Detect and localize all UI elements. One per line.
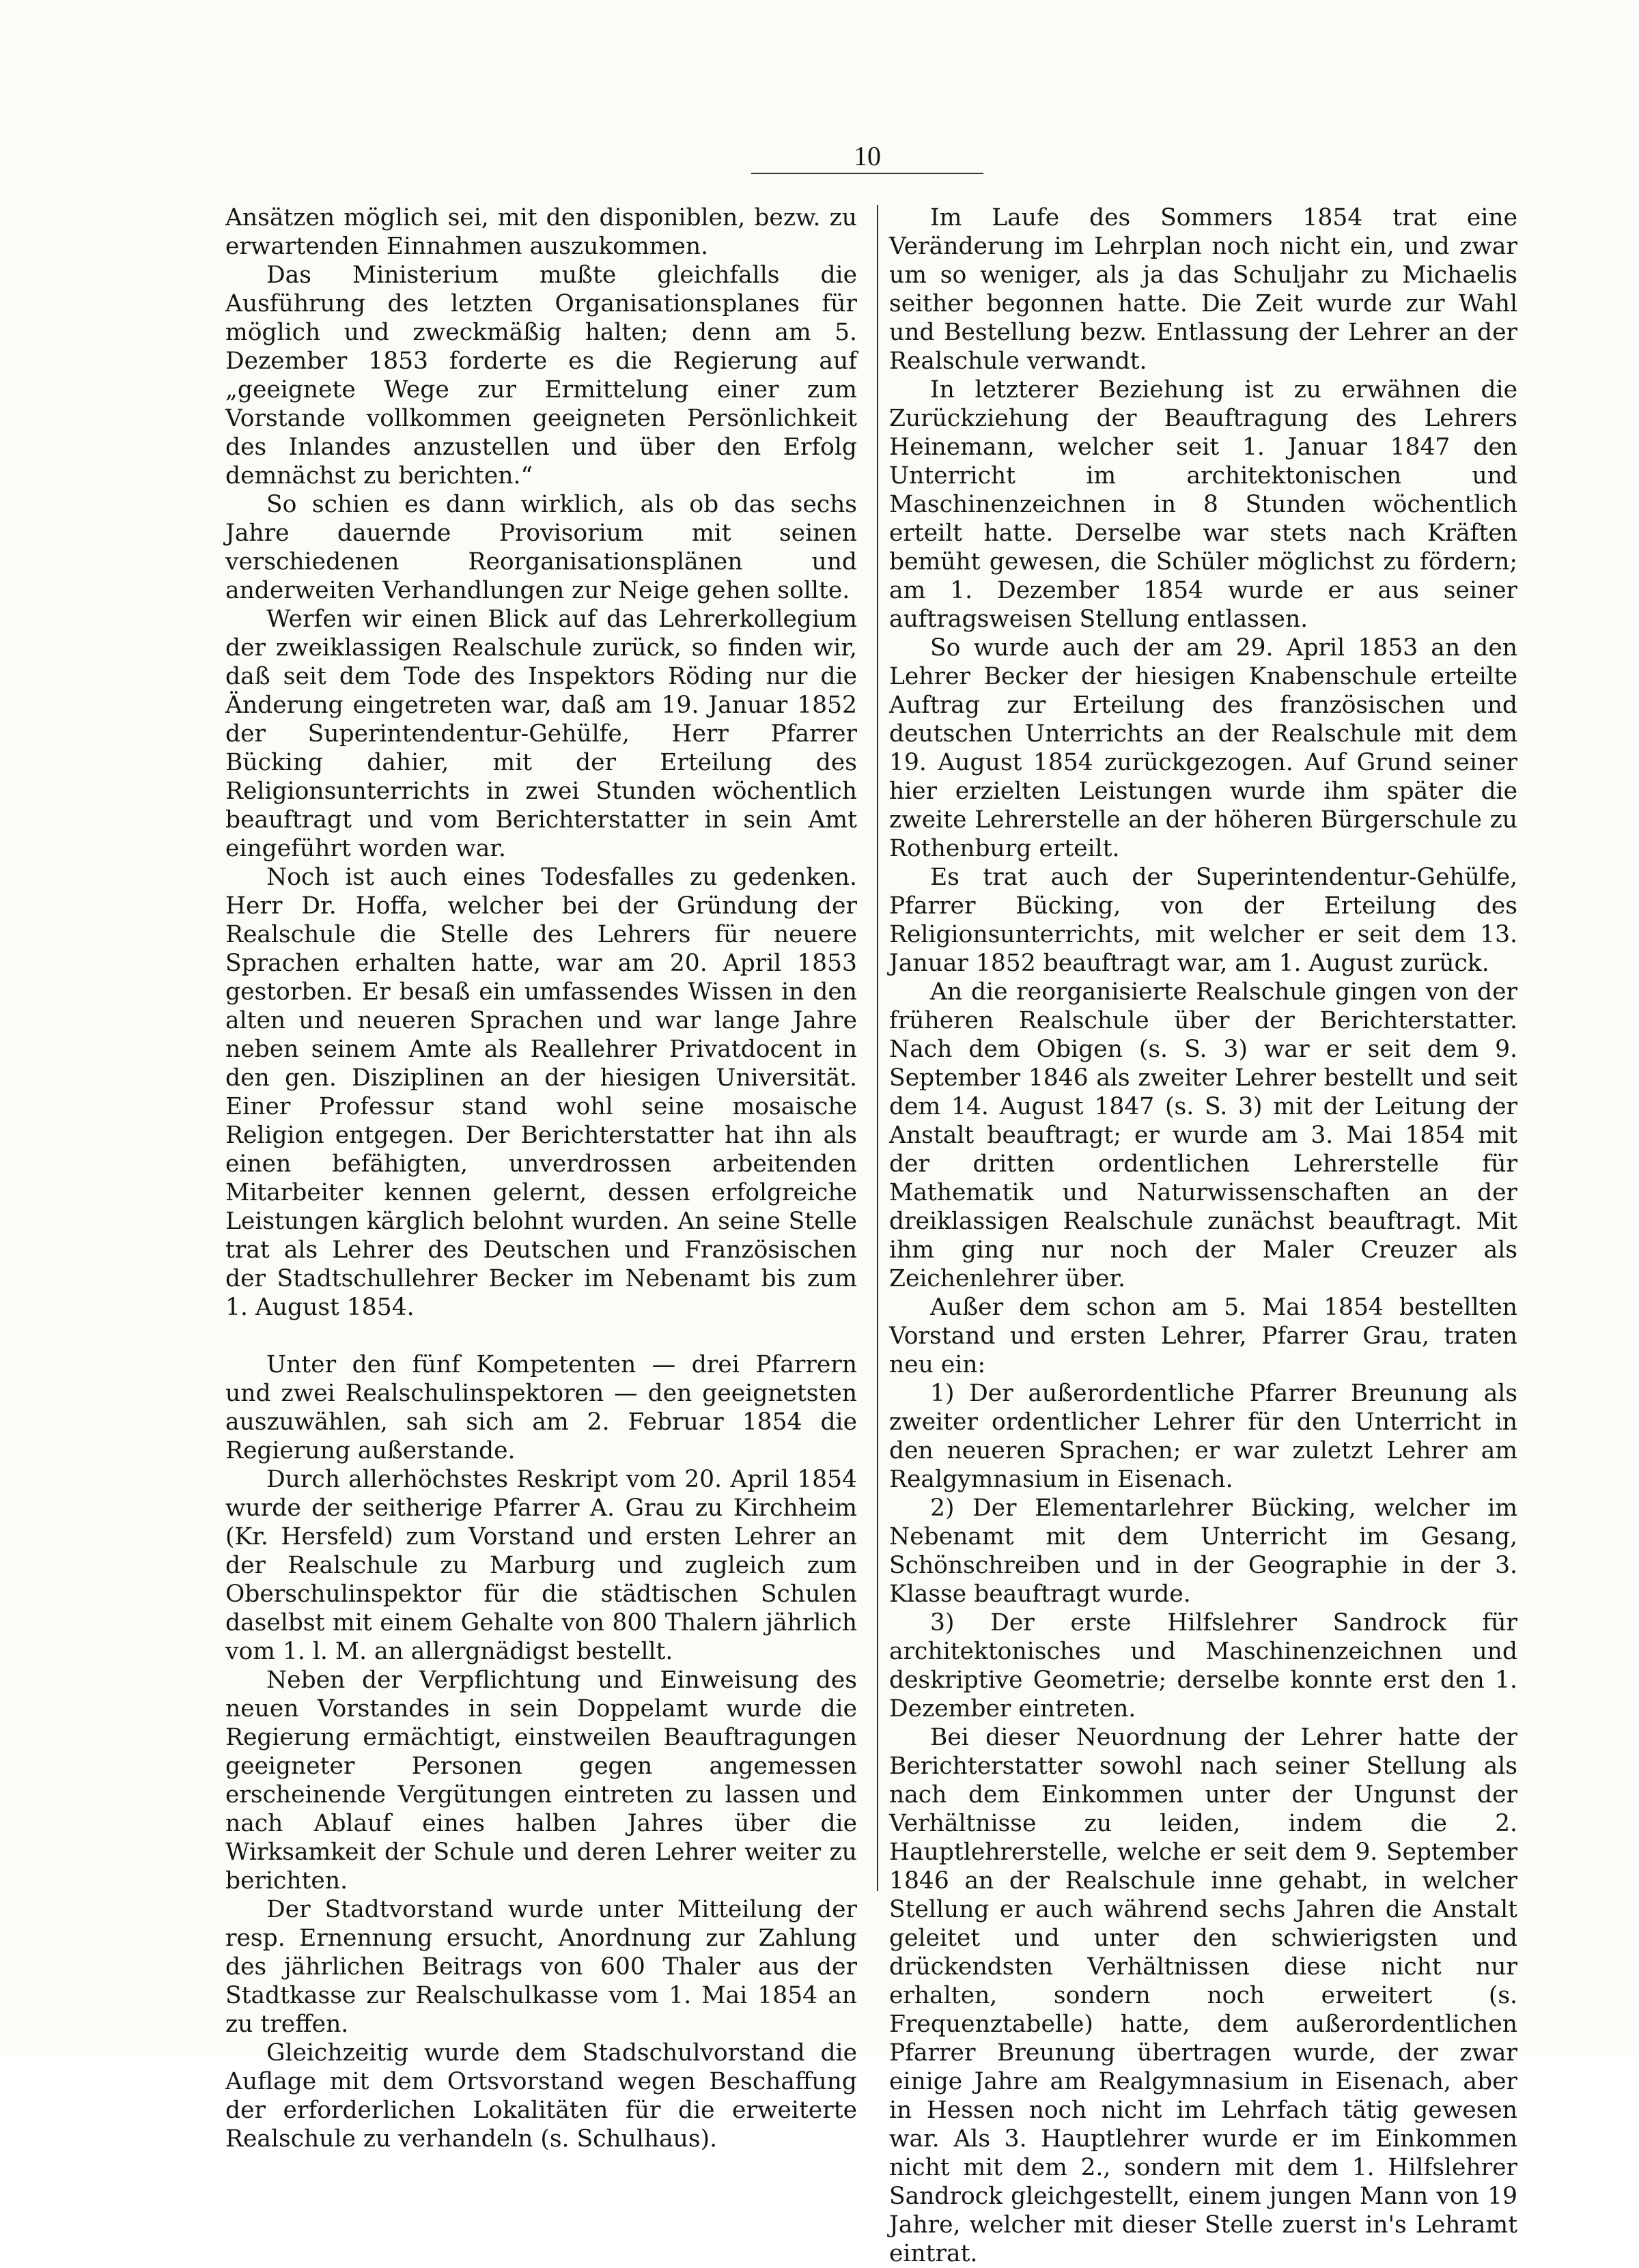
paragraph: Ansätzen möglich sei, mit den disponiblen, bezw. zu erwartenden Einnahmen auszukommen. <box>225 204 857 260</box>
paragraph: Werfen wir einen Blick auf das Lehrerkollegium der zweiklassigen Realschule zurück, so finden wir, daß seit dem Tode des Inspektors Röding nur die Änderung eingetreten war, daß am 19. Januar 1852 der Superintendentur-Gehülfe, Herr Pfarrer Bücking dahier, mit der Erteilung des Religionsunterrichts in zwei Stunden wöchentlich beauftragt und vom Berichterstatter in sein Amt eingeführt worden war. <box>225 606 857 862</box>
paragraph: Der Stadtvorstand wurde unter Mitteilung der resp. Ernennung ersucht, Anordnung zur Zahlung des jährlichen Beitrags von 600 Thaler aus der Stadtkasse zur Realschulkasse vom 1. Mai 1854 an zu treffen. <box>225 1896 857 2038</box>
paragraph: Durch allerhöchstes Reskript vom 20. April 1854 wurde der seitherige Pfarrer A. Grau zu Kirchheim (Kr. Hersfeld) zum Vorstand und ersten Lehrer an der Realschule zu Marburg und zugleich zum Oberschulinspektor für die städtischen Schulen daselbst mit einem Gehalte von 800 Thalern jährlich vom 1. l. M. an allergnädigst bestellt. <box>225 1466 857 1665</box>
paragraph: Bei dieser Neuordnung der Lehrer hatte der Berichterstatter sowohl nach seiner Stellung als nach dem Einkommen unter der Ungunst der Verhältnisse zu leiden, indem die 2. Hauptlehrerstelle, welche er seit dem 9. September 1846 an der Realschule inne gehabt, in welcher Stellung er auch während sechs Jahren die Anstalt geleitet und unter den schwierigsten und drückendsten Verhältnissen diese nicht nur erhalten, sondern noch erweitert (s. Frequenztabelle) hatte, dem außerordentlichen Pfarrer Breunung übertragen wurde, der zwar einige Jahre am Realgymnasium in Eisenach, aber in Hessen noch nicht im Lehrfach tätig gewesen war. Als 3. Hauptlehrer wurde er im Einkommen nicht mit dem 2., sondern mit dem 1. Hilfslehrer Sandrock gleichgestellt, einem jungen Mann von 19 Jahre, welcher mit dieser Stelle zuerst in's Lehramt eintrat. <box>889 1724 1517 2267</box>
left-text-column <box>225 203 857 2153</box>
paragraph: 1) Der außerordentliche Pfarrer Breunung als zweiter ordentlicher Lehrer für den Unterricht in den neueren Sprachen; er war zuletzt Lehrer am Realgymnasium in Eisenach. <box>889 1380 1517 1493</box>
paragraph: Neben der Verpflichtung und Einweisung des neuen Vorstandes in sein Doppelamt wurde die Regierung ermächtigt, einstweilen Beauftragungen geeigneter Personen gegen angemessen erscheinende Vergütungen eintreten zu lassen und nach Ablauf eines halben Jahres über die Wirksamkeit der Schule und deren Lehrer weiter zu berichten. <box>225 1667 857 1895</box>
paragraph: An die reorganisierte Realschule gingen von der früheren Realschule über der Berichterstatter. Nach dem Obigen (s. S. 3) war er seit dem 9. September 1846 als zweiter Lehrer bestellt und seit dem 14. August 1847 (s. S. 3) mit der Leitung der Anstalt beauftragt; er wurde am 3. Mai 1854 mit der dritten ordentlichen Lehrerstelle für Mathematik und Naturwissenschaften an der dreiklassigen Realschule zunächst beauftragt. Mit ihm ging nur noch der Maler Creuzer als Zeichenlehrer über. <box>889 978 1517 1292</box>
paragraph: Es trat auch der Superintendentur-Gehülfe, Pfarrer Bücking, von der Erteilung des Religionsunterrichts, mit welcher er seit dem 13. Januar 1852 beauftragt war, am 1. August zurück. <box>889 864 1517 977</box>
paragraph: So wurde auch der am 29. April 1853 an den Lehrer Becker der hiesigen Knabenschule erteilte Auftrag zur Erteilung des französischen und deutschen Unterrichts an der Realschule mit dem 19. August 1854 zurückgezogen. Auf Grund seiner hier erzielten Leistungen wurde ihm später die zweite Lehrerstelle an der höheren Bürgerschule zu Rothenburg erteilt. <box>889 634 1517 862</box>
paragraph: Gleichzeitig wurde dem Stadschulvorstand die Auflage mit dem Ortsvorstand wegen Beschaffung der erforderlichen Lokalitäten für die erweiterte Realschule zu verhandeln (s. Schulhaus). <box>225 2039 857 2153</box>
column-divider <box>877 205 878 1891</box>
header-rule <box>751 173 983 174</box>
paragraph: 2) Der Elementarlehrer Bücking, welcher im Nebenamt mit dem Unterricht im Gesang, Schönschreiben und in der Geographie in der 3. Klasse beauftragt wurde. <box>889 1494 1517 1608</box>
paragraph: So schien es dann wirklich, als ob das sechs Jahre dauernde Provisorium mit seinen verschiedenen Reorganisationsplänen und anderweiten Verhandlungen zur Neige gehen sollte. <box>225 491 857 604</box>
paragraph: 3) Der erste Hilfslehrer Sandrock für architektonisches und Maschinenzeichnen und deskriptive Geometrie; derselbe konnte erst den 1. Dezember eintreten. <box>889 1609 1517 1723</box>
page-number: 10 <box>854 141 881 171</box>
right-text-column <box>889 203 1517 2268</box>
paragraph: In letzterer Beziehung ist zu erwähnen die Zurückziehung der Beauftragung des Lehrers Heinemann, welcher seit 1. Januar 1847 den Unterricht im architektonischen und Maschinenzeichnen in 8 Stunden wöchentlich erteilt hatte. Derselbe war stets nach Kräften bemüht gewesen, die Schüler möglichst zu fördern; am 1. Dezember 1854 wurde er aus seiner auftragsweisen Stellung entlassen. <box>889 376 1517 633</box>
paragraph: Unter den fünf Kompetenten — drei Pfarrern und zwei Realschulinspektoren — den geeignetsten auszuwählen, sah sich am 2. Februar 1854 die Regierung außerstande. <box>225 1351 857 1464</box>
paragraph: Im Laufe des Sommers 1854 trat eine Veränderung im Lehrplan noch nicht ein, und zwar um so weniger, als ja das Schuljahr zu Michaelis seither begonnen hatte. Die Zeit wurde zur Wahl und Bestellung bezw. Entlassung der Lehrer an der Realschule verwandt. <box>889 204 1517 375</box>
paragraph: Das Ministerium mußte gleichfalls die Ausführung des letzten Organisationsplanes für möglich und zweckmäßig halten; denn am 5. Dezember 1853 forderte es die Regierung auf „geeignete Wege zur Ermittelung einer zum Vorstande vollkommen geeigneten Persönlichkeit des Inlandes anzustellen und über den Erfolg demnächst zu berichten.“ <box>225 261 857 490</box>
paragraph: Noch ist auch eines Todesfalles zu gedenken. Herr Dr. Hoffa, welcher bei der Gründung der Realschule die Stelle des Lehrers für neuere Sprachen erhalten hatte, war am 20. April 1853 gestorben. Er besaß ein umfassendes Wissen in den alten und neueren Sprachen und war lange Jahre neben seinem Amte als Reallehrer Privatdocent in den gen. Disziplinen an der hiesigen Universität. Einer Professur stand wohl seine mosaische Religion entgegen. Der Berichterstatter hat ihn als einen befähigten, unverdrossen arbeitenden Mitarbeiter kennen gelernt, dessen erfolgreiche Leistungen kärglich belohnt wurden. An seine Stelle trat als Lehrer des Deutschen und Französischen der Stadtschullehrer Becker im Nebenamt bis zum 1. August 1854. <box>225 864 857 1321</box>
paragraph: Außer dem schon am 5. Mai 1854 bestellten Vorstand und ersten Lehrer, Pfarrer Grau, traten neu ein: <box>889 1294 1517 1378</box>
